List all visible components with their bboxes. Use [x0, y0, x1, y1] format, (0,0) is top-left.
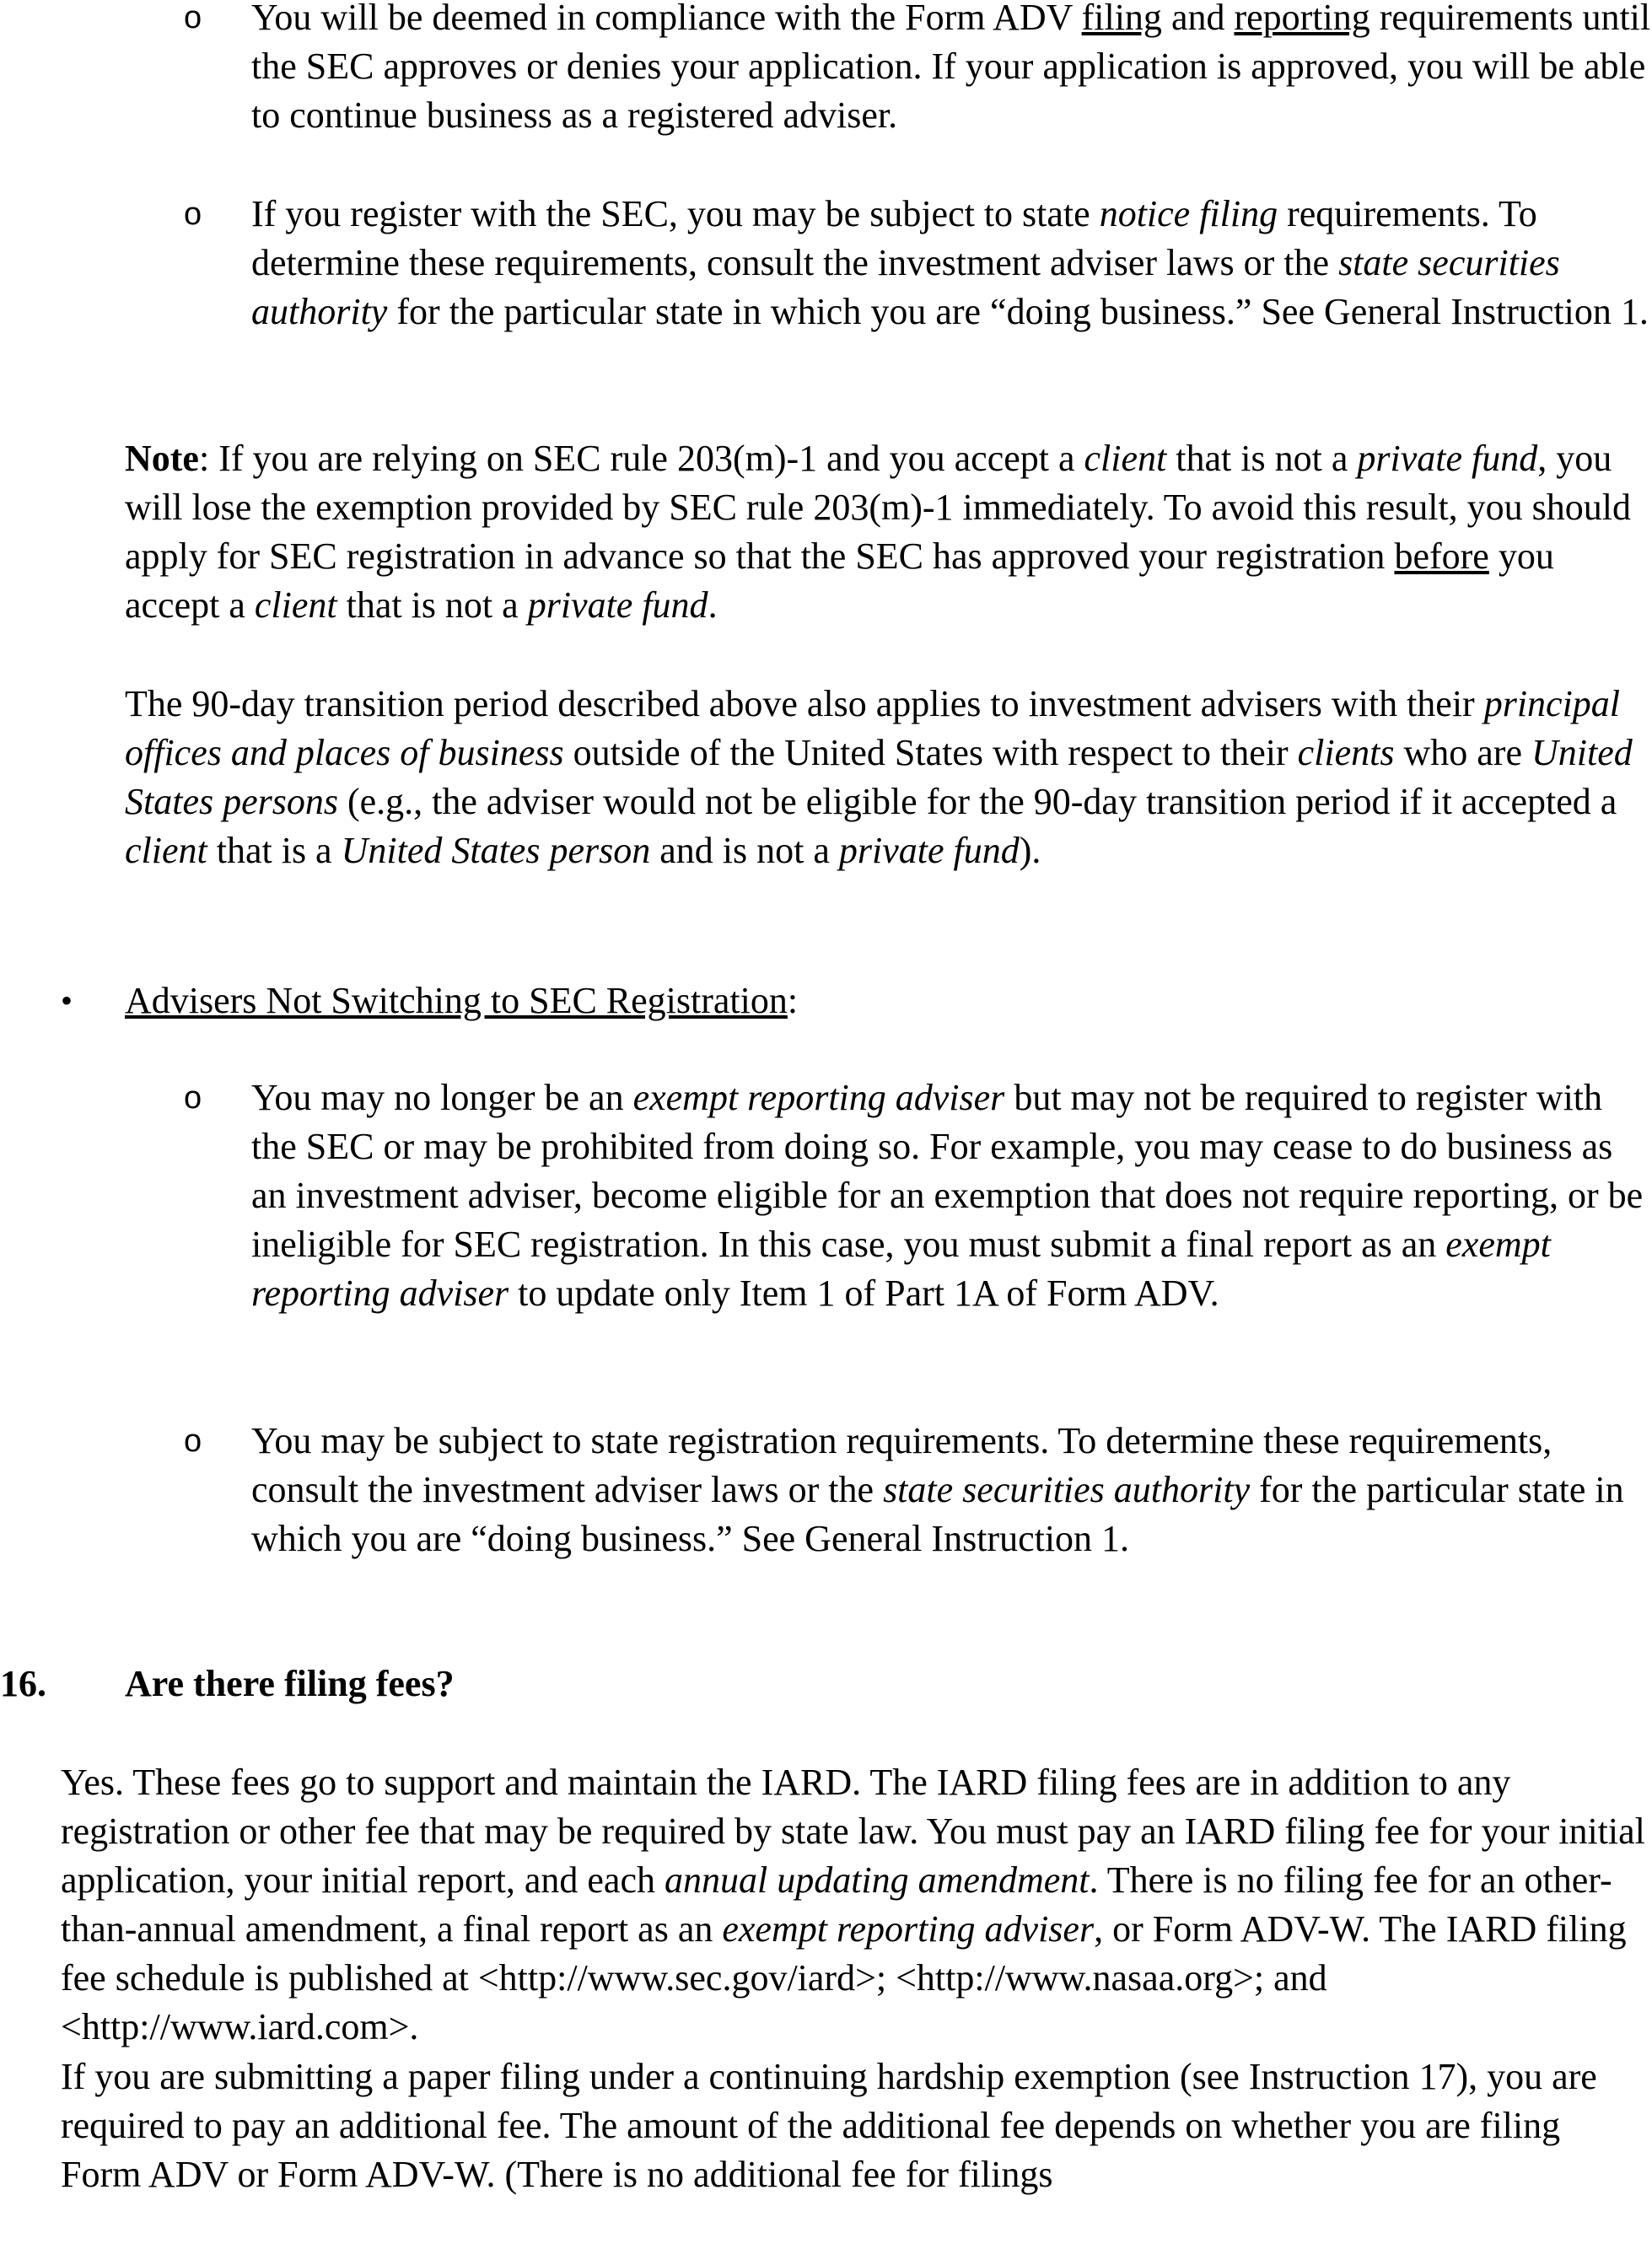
- section-title: Are there filing fees?: [125, 1663, 455, 1704]
- bullet-suffix: :: [787, 980, 799, 1021]
- fees-paragraph: Yes. These fees go to support and maintain the IARD. The IARD filing fees are in addition to any registration or other fee that may be required by state law. You must pay an IARD filing fee for your initial application, your initial report, and each annual updating amendment. There is no filing fee for an other-than-annual amendment, a final report as an exempt reporting adviser, or Form ADV-W. The IARD filing fee schedule is published at <http://www.sec.gov/iard>; <http://www.nasaa.org>; and <http://www.iard.com>.: [61, 1762, 1645, 2047]
- state-registration-text: You may be subject to state registration requirements. To determine these requirements, consult the investment adviser laws or the state securities authority for the particular state in which you are “doing business.” See General Instruction 1.: [251, 1420, 1624, 1559]
- section-number: 16.: [0, 1663, 46, 1704]
- hollow-bullet-icon: o: [184, 1080, 202, 1116]
- hollow-bullet-icon: o: [184, 1423, 202, 1459]
- hollow-bullet-icon: o: [184, 196, 202, 232]
- bullet-label: Advisers Not Switching to SEC Registration: [125, 980, 788, 1021]
- transition-paragraph: The 90-day transition period described above also applies to investment advisers with their principal offices and places of business outside of the United States with respect to their clients who are United States persons (e.g., the adviser would not be eligible for the 90-day transition period if it accepted a client that is a United States person and is not a private fund).: [125, 683, 1633, 871]
- notice-filing-text: If you register with the SEC, you may be subject to state notice filing requirements. To determine these requirements, consult the investment adviser laws or the state securities authority for the particular state in which you are “doing business.” See General Instruction 1.: [251, 193, 1649, 332]
- hollow-bullet-icon: o: [184, 0, 202, 35]
- paper-filing-paragraph: If you are submitting a paper filing under a continuing hardship exemption (see Instruction 17), you are required to pay an additional fee. The amount of the additional fee depends on whether you are filing Form ADV or Form ADV-W. (There is no additional fee for filings: [61, 2056, 1597, 2195]
- exempt-adviser-text: You may no longer be an exempt reporting adviser but may not be required to register with the SEC or may be prohibited from doing so. For example, you may cease to do business as an investment adviser, become eligible for an exemption that does not require reporting, or be ineligible for SEC registration. In this case, you must submit a final report as an exempt reporting adviser to update only Item 1 of Part 1A of Form ADV.: [251, 1077, 1644, 1314]
- bullet-icon: •: [61, 982, 73, 1020]
- compliance-text: You will be deemed in compliance with the Form ADV filing and reporting requirements until the SEC approves or denies your application. If your application is approved, you will be able to continue business as a registered adviser.: [251, 0, 1651, 136]
- note-paragraph: Note: If you are relying on SEC rule 203(m)-1 and you accept a client that is not a private fund, you will lose the exemption provided by SEC rule 203(m)-1 immediately. To avoid this result, you should apply for SEC registration in advance so that the SEC has approved your registration before you accept a client that is not a private fund.: [125, 438, 1632, 626]
